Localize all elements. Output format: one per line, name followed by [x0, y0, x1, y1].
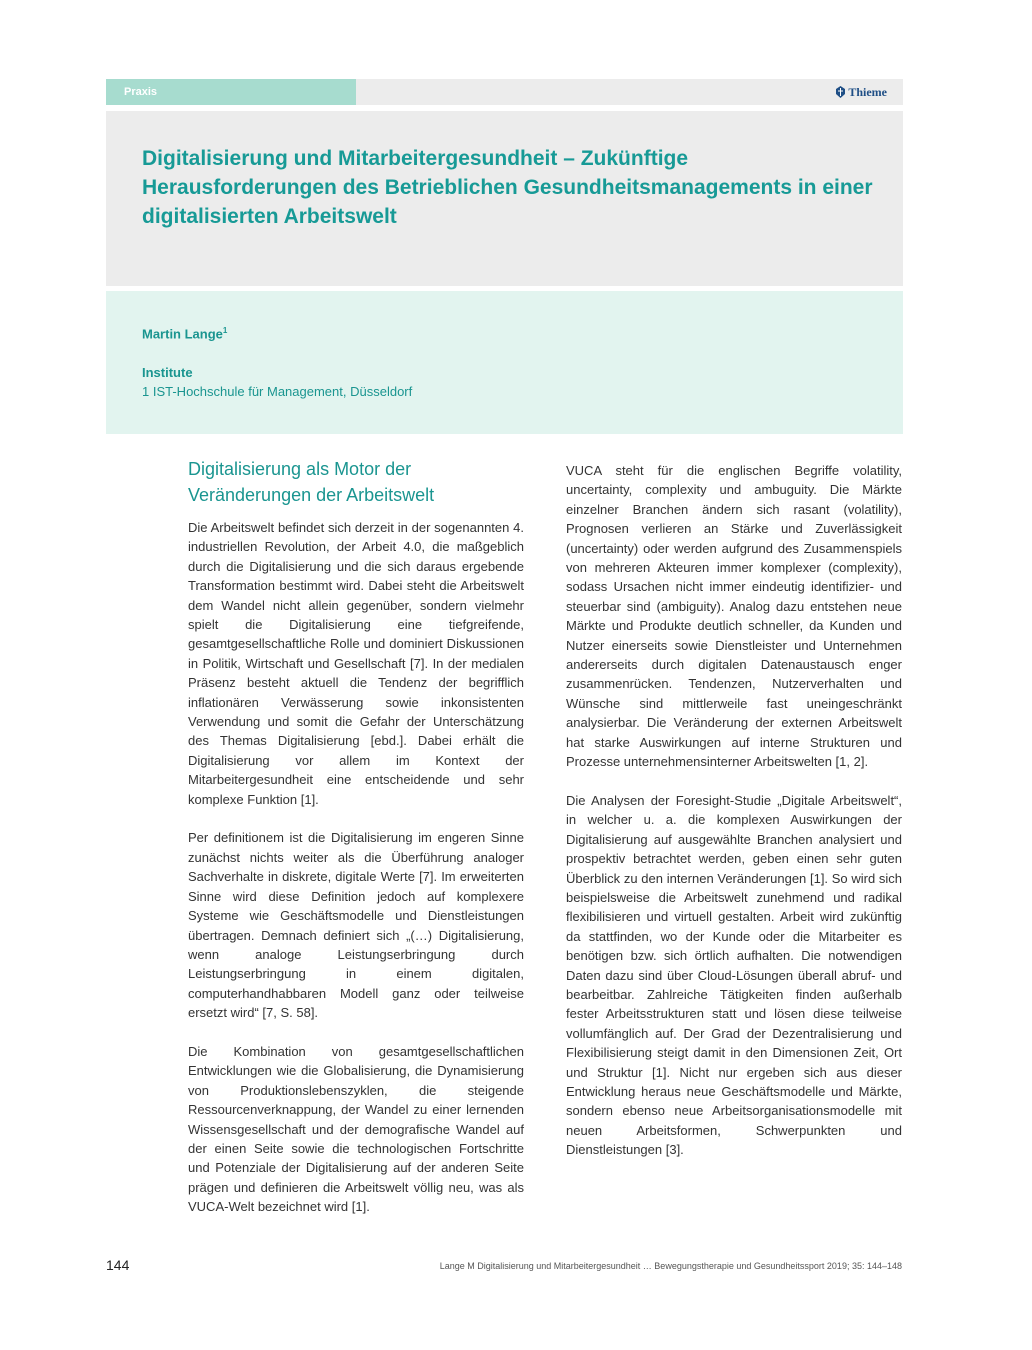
- left-column: [188, 518, 524, 1236]
- top-bar: [106, 79, 903, 105]
- title-panel: [106, 111, 903, 286]
- section-heading: Digitalisierung als Motor der Veränderungen der Arbeitswelt: [188, 459, 435, 505]
- author-name: Martin Lange: [142, 326, 223, 342]
- publisher-logo[interactable]: [836, 79, 887, 105]
- publisher-name: Thieme: [848, 85, 887, 99]
- author-line: [142, 326, 227, 341]
- paragraph: Per definitionem ist die Digitalisierung im engeren Sinne zunächst nichts weiter als die Überführung analoger Sachverhalte in diskrete, digitale Werte [7]. Im erweiterten Sinne wird diese Definition jedoch auf komplexere Systeme wie Geschäftsmodelle und Dienstleistungen übertragen. Demnach definiert sich „(…) Digitalisierung, wenn analoge Leistungserbringung durch Leistungserbringung in einem digitalen, computerhandhabbaren Modell ganz oder teilweise ersetzt wird“ [7, S. 58].: [188, 830, 524, 1021]
- right-column: [566, 461, 902, 1179]
- thieme-logo-icon: [836, 86, 845, 98]
- institute-name: 1 IST-Hochschule für Management, Düsseldorf: [142, 384, 413, 399]
- footer-citation: Lange M Digitalisierung und Mitarbeitergesundheit … Bewegungstherapie und Gesundheitssport 2019; 35: 144–148: [439, 1261, 902, 1271]
- paragraph: Die Analysen der Foresight-Studie „Digitale Arbeitswelt“, in welcher u. a. die komplexen Auswirkungen der Digitalisierung auf ausgewählte Branchen analysiert und prospektiv betrachtet werden, geben einen sehr guten Überblick zu den internen Veränderungen [1]. So wird sich beispielsweise die Arbeitswelt zunehmend und radikal flexibilisieren und virtuell gestalten. Arbeit wird zukünftig da stattfinden, wo der Kunde oder die Mitarbeiter es benötigen bzw. sich örtlich aufhalten. Die notwendigen Daten dazu sind über Cloud-Lösungen überall abruf- und bearbeitbar. Zahlreiche Tätigkeiten finden außerhalb fester Arbeitsstrukturen statt und lösen diese teilweise vollumfänglich auf. Der Grad der Dezentralisierung und Flexibilisierung steigt damit in den Dimensionen Zeit, Ort und Struktur [1]. Nicht nur ergeben sich aus dieser Entwicklung heraus neue Geschäftsmodelle und Märkte, sondern ebenso neue Arbeitsorganisationsmodelle mit neuen Arbeitsformen, Schwerpunkten und Dienstleistungen [3].: [566, 792, 902, 1158]
- section-label: Praxis: [106, 79, 356, 105]
- paragraph: Die Kombination von gesamtgesellschaftlichen Entwicklungen wie die Globalisierung, die Dynamisierung von Produktionslebenszyklen, die steigende Ressourcenverknappung, der Wandel zu einer lernenden Wissensgesellschaft und der demografische Wandel auf der einen Seite sowie die technologischen Fortschritte und Potenziale der Digitalisierung auf der anderen Seite prägen und definieren die Arbeitswelt völlig neu, was als VUCA-Welt bezeichnet wird [1].: [188, 1043, 524, 1215]
- institute-label: Institute: [142, 365, 193, 380]
- paragraph: VUCA steht für die englischen Begriffe volatility, uncertainty, complexity und ambuguity. Die Märkte einzelner Branchen ändern sich rasant (volatility), Prognosen verlieren an Stärke und Zuverlässigkeit (uncertainty) oder werden aufgrund des Zusammenspiels von mehreren Akteuren immer komplexer (complexity), sodass Ursachen nicht immer eindeutig identifizier- und steuerbar sind (ambiguity). Analog dazu entstehen neue Märkte und Produkte deutlich schneller, da Kunden und Nutzer einerseits sowie Dienstleister und Unternehmen andererseits durch digitalen Datenaustausch enger zusammenrücken. Tendenzen, Nutzerverhalten und Wünsche sind mittlerweile fast uneingeschränkt analysierbar. Die Veränderung der externen Arbeitswelt hat starke Auswirkungen auf interne Strukturen und Prozesse unternehmensinterner Arbeitswelten [1, 2].: [566, 463, 902, 770]
- article-title: Digitalisierung und Mitarbeitergesundheit – Zukünftige Herausforderungen des Betrieblichen Gesundheitsmanagements in einer digitalisierten Arbeitswelt: [142, 147, 873, 228]
- affiliation-mark: 1: [222, 326, 228, 335]
- page-number: 144: [106, 1257, 130, 1273]
- paragraph: Die Arbeitswelt befindet sich derzeit in der sogenannten 4. industriellen Revolution, der Arbeit 4.0, die maßgeblich durch die Digitalisierung und die sich daraus ergebende Transformation bestimmt wird. Dabei steht die Arbeitswelt dem Wandel nicht allein gegenüber, sondern vielmehr spielt die Digitalisierung eine tiefgreifende, gesamtgesellschaftliche Rolle und dominiert Diskussionen in Politik, Wirtschaft und Gesellschaft [7]. In der medialen Präsenz besteht aktuell die Tendenz der begrifflich inflationären Verwässerung sowie inkonsistenten Verwendung und somit die Gefahr der Unterschätzung des Themas Digitalisierung [ebd.]. Dabei erhält die Digitalisierung vor allem im Kontext der Mitarbeitergesundheit eine entscheidende und sehr komplexe Funktion [1].: [188, 520, 524, 807]
- author-panel: [106, 291, 903, 434]
